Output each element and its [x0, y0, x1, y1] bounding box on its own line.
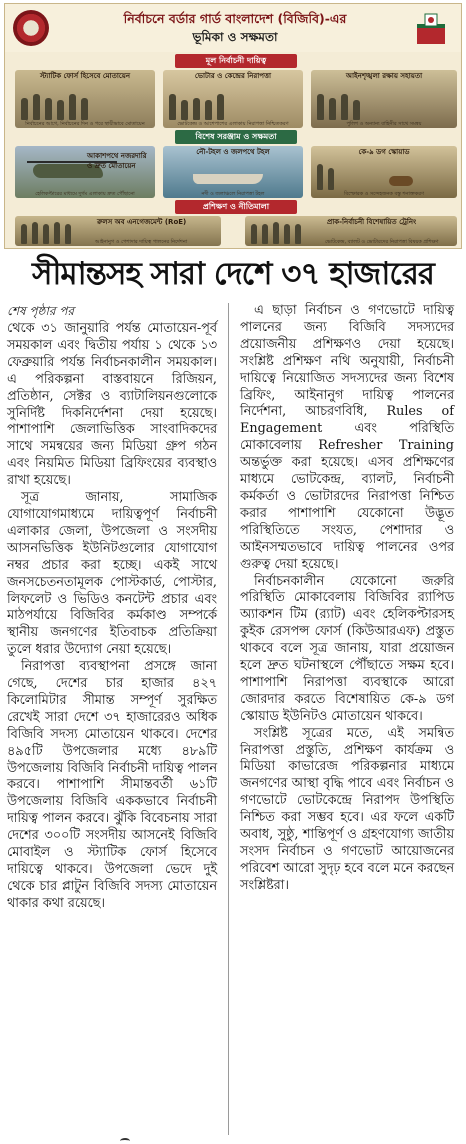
soldiers-illustration	[21, 94, 88, 120]
panel-note: পুলিশ ও অন্যান্য বাহিনীর সাথে সমন্বয়	[346, 121, 422, 127]
article-headline: সীমান্তসহ সারা দেশে ৩৭ হাজারের	[32, 256, 434, 292]
panel-voter-security	[163, 70, 303, 128]
section-ribbon-duties: মূল নির্বাচনী দায়িত্ব	[175, 54, 297, 68]
panel-note: নদী ও জলাঞ্চলে নিরাপত্তা টহল	[201, 191, 265, 197]
continuation-kicker: শেষ পৃষ্ঠার পর	[7, 304, 75, 318]
paragraph: নির্বাচনকালীন যেকোনো জরুরি পরিস্থিতি মোকাবেলায় বিজিবির র‍্যাপিড অ্যাকশন টিম (র‍্যাট) এবং হেলিকপ্টারসহ কুইক রেসপন্স ফোর্স (কিউআরএফ) প্রস্তুত থাকবে বলে সূত্র জানায়, যারা প্রয়োজন হলে দ্রুত ঘটনাস্থলে পৌঁছাতে সক্ষম হবে। পাশাপাশি নিরাপত্তা ব্যবস্থাকে আরো জোরদার করতে বিশেষায়িত কে-৯ ডগ স্কোয়াড ইউনিটও মোতায়েন থাকবে।	[240, 573, 454, 724]
section-ribbon-equipment: বিশেষ সরঞ্জাম ও সক্ষমতা	[175, 130, 297, 144]
article-column-left	[7, 303, 217, 913]
panel-river-patrol	[163, 146, 303, 198]
infographic-title: নির্বাচনে বর্ডার গার্ড বাংলাদেশ (বিজিবি)-এর	[123, 11, 347, 26]
panel-k9-squad	[311, 146, 457, 198]
column-divider	[228, 303, 229, 1135]
trainees-illustration	[251, 222, 301, 244]
paragraph: নিরাপত্তা ব্যবস্থাপনা প্রসঙ্গে জানা গেছে, দেশের চার হাজার ৪২৭ কিলোমিটার সীমান্ত সম্পূর্ণ সুরক্ষিত রেখেই সারা দেশে ৩৭ হাজারেরও অধিক বিজিবি সদস্য মোতায়েন থাকবে। দেশের ৪৯৫টি উপজেলার মধ্যে ৪৮৯টি উপজেলায় বিজিবি নির্বাচনী দায়িত্ব পালন করবে। পাশাপাশি সীমান্তবর্তী ৬১টি উপজেলায় বিজিবি এককভাবে নির্বাচনী দায়িত্ব পালন করবে। ঝুঁকি বিবেচনায় সারা দেশের ৩০০টি সংসদীয় আসনেই বিজিবি মোবাইল ও স্ট্যাটিক ফোর্স হিসেবে দায়িত্বে থাকবে। উপজেলা ভেদে দুই থেকে চার প্লাটুন বিজিবি সদস্য মোতায়েন থাকার কথা রয়েছে।	[7, 659, 217, 911]
panel-caption: কে-৯ ডগ স্কোয়াড	[358, 148, 410, 156]
panel-note: ভোটকেন্দ্র ও আশেপাশের এলাকায় নিরাপত্তা নিশ্চিতকরণ	[177, 121, 289, 127]
panel-static-force	[15, 70, 155, 128]
panel-air-surveillance	[15, 146, 155, 198]
paragraph: সংশ্লিষ্ট সূত্রের মতে, এই সমন্বিত নিরাপত্তা প্রস্তুতি, প্রশিক্ষণ কার্যক্রম ও মিডিয়া কাভারেজ পরিকল্পনার মাধ্যমে জনগণের আস্থা বৃদ্ধি পাবে এবং নির্বাচন ও গণভোটে ভোটকেন্দ্রে নিরাপদ উপস্থিতি নিশ্চিত করা সম্ভব হবে। এর ফলে একটি অবাধ, সুষ্ঠু, শান্তিপূর্ণ ও গ্রহণযোগ্য জাতীয় সংসদ নির্বাচন ও গণভোট আয়োজনের পরিবেশ আরো সুদৃঢ় হবে বলে মনে করছেন সংশ্লিষ্টরা।	[240, 725, 454, 893]
troops-illustration	[21, 222, 71, 244]
panel-caption: প্রাক-নির্বাচনী বিশেষায়িত ট্রেনিং	[327, 218, 417, 226]
infographic-header	[5, 4, 461, 52]
panel-caption: রুলস অব এনগেজমেন্ট (RoE)	[97, 218, 187, 226]
section-ribbon-training: প্রশিক্ষণ ও নীতিমালা	[175, 200, 297, 214]
paragraph: এ ছাড়া নির্বাচন ও গণভোটে দায়িত্ব পালনের জন্য বিজিবি সদস্যদের প্রয়োজনীয় প্রশিক্ষণও দেয়া হয়েছে। সংশ্লিষ্ট প্রশিক্ষণ নথি অনুযায়ী, নির্বাচনী দায়িত্বে নিয়োজিত সদস্যদের জন্য বিশেষ ব্রিফিং, আইনানুগ দায়িত্ব পালনের নির্দেশনা, আচরণবিধি, Rules of Engagement এবং পরিস্থিতি মোকাবেলায় Refresher Training অন্তর্ভুক্ত করা হয়েছে। এসব প্রশিক্ষণের মাধ্যমে ভোটকেন্দ্র, ব্যালট, নির্বাচনী কর্মকর্তা ও ভোটারদের নিরাপত্তা নিশ্চিত করার পাশাপাশি যেকোনো উদ্ভূত পরিস্থিতিতে সংযত, পেশাদার ও আইনসম্মতভাবে দায়িত্ব পালনের ওপর গুরুত্ব দেয়া হয়েছে।	[240, 303, 454, 572]
panel-law-order	[311, 70, 457, 128]
panel-note: আইনানুগ ও পেশাদার দায়িত্ব পালনের নির্দেশনা	[95, 239, 188, 245]
patrol-boat-icon	[193, 174, 263, 184]
dog-icon	[389, 176, 413, 186]
panel-note: হেলিকপ্টারের মাধ্যমে দুর্গম এলাকায় দ্রুত পৌঁছানো	[35, 191, 135, 197]
infographic-subtitle: ভূমিকা ও সক্ষমতা	[192, 30, 278, 44]
handler-illustration	[317, 164, 334, 190]
paragraph: থেকে ৩১ জানুয়ারি পর্যন্ত মোতায়েন-পূর্ব সময়কাল এবং দ্বিতীয় পর্যায় ১ থেকে ১৩ ফেব্রুয়ারি পর্যন্ত নির্বাচনকালীন সময়কাল। এ পরিকল্পনা বাস্তবায়নে রিজিয়ন, প্রতিষ্ঠান, সেক্টর ও ব্যাটালিয়নগুলোকে সুনির্দিষ্ট দিকনির্দেশনা দেয়া হয়েছে। পাশাপাশি জেলাভিত্তিক সাংবাদিকদের সাথে সমন্বয়ের জন্য মিডিয়া গ্রুপ গঠন এবং নিয়মিত মিডিয়া ব্রিফিংয়ের ব্যবস্থাও রাখা হয়েছে।	[7, 321, 217, 489]
infographic-banner	[4, 3, 462, 249]
officers-illustration	[317, 94, 360, 120]
panel-rules-of-engagement	[15, 216, 221, 246]
panel-note: নির্বাচনের আগে, নির্বাচনের দিন ও পরে স্থায়ীভাবে মোতায়েন	[25, 121, 145, 127]
article-column-right	[240, 303, 454, 895]
panel-training	[245, 216, 457, 246]
ballot-box-icon	[411, 10, 451, 46]
panel-note: ভোটকেন্দ্র, ব্যালট ও ভোটারদের নিরাপত্তা বিষয়ক প্রশিক্ষণ	[325, 239, 439, 245]
panel-note: বিস্ফোরক ও সন্দেহজনক বস্তু শনাক্তকরণ	[344, 191, 424, 197]
panel-caption: ভোটার ও কেন্দ্রের নিরাপত্তা	[194, 72, 272, 80]
page-edge-mark	[120, 1138, 130, 1144]
bgb-logo-icon	[13, 10, 49, 46]
panel-caption: আইনশৃঙ্খলা রক্ষায় সহায়তা	[345, 72, 423, 80]
panel-caption: নৌ-টহল ও জলপথে টহল	[196, 148, 270, 156]
panel-caption: আকাশপথে নজরদারি ও দ্রুত মোতায়েন	[87, 152, 147, 170]
paragraph: সূত্র জানায়, সামাজিক যোগাযোগমাধ্যমে দায়িত্বপূর্ণ নির্বাচনী এলাকার জেলা, উপজেলা ও সংসদীয় আসনভিত্তিক ইউনিটগুলোর যোগাযোগ নম্বর প্রচার করা হচ্ছে। একই সাথে জনসচেতনতামূলক পোস্টকার্ড, পোস্টার, লিফলেট ও ভিডিও কনটেন্ট প্রচার এবং মাঠপর্যায়ে বিজিবির কর্মকাণ্ড সম্পর্কে স্থানীয় জনগণের ইতিবাচক প্রতিক্রিয়া তুলে ধরার উদ্যোগ নেয়া হয়েছে।	[7, 490, 217, 658]
voters-illustration	[169, 94, 224, 120]
panel-caption: স্ট্যাটিক ফোর্স হিসেবে মোতায়েন	[39, 72, 131, 80]
